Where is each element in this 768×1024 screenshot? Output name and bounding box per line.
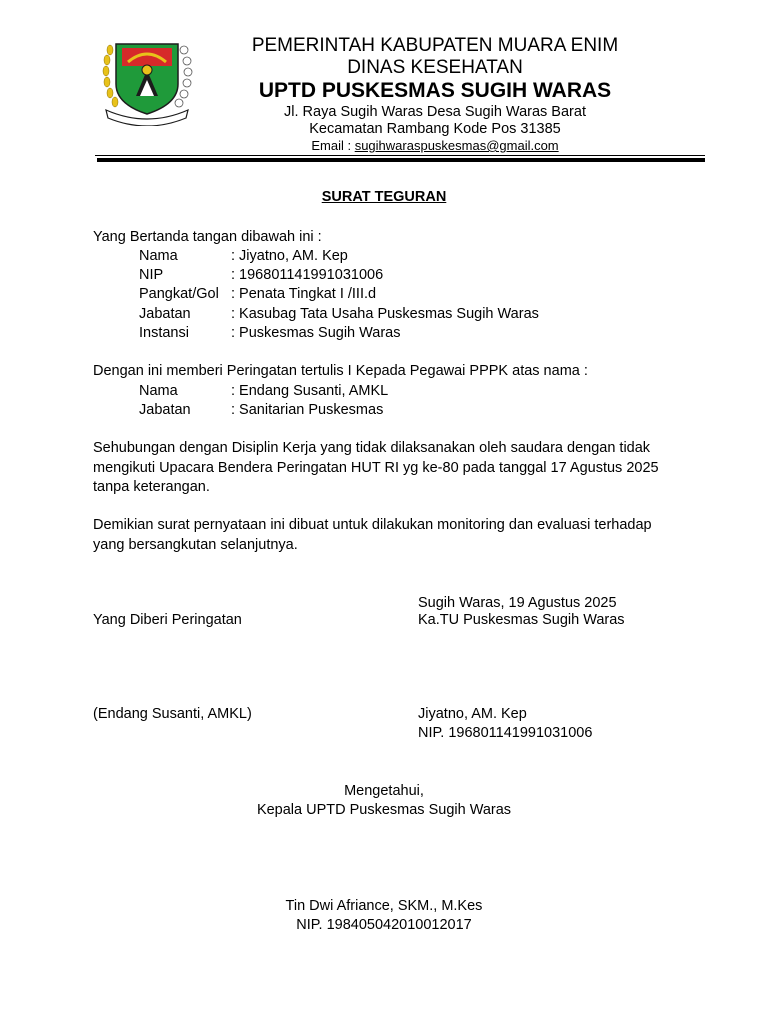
header-institution: UPTD PUSKESMAS SUGIH WARAS <box>258 79 612 102</box>
signer-agency-label: Instansi <box>139 325 189 341</box>
left-signature-role: Yang Diberi Peringatan <box>93 612 242 628</box>
body-paragraph-reason: Sehubungan dengan Disiplin Kerja yang tidak dilaksanakan oleh saudara dengan tidak mengikuti Upacara Bendera Peringatan HUT RI yg ke-80 pada tanggal 17 Agustus 2025 tanpa keterangan. <box>93 440 659 495</box>
acknowledgement-name: Tin Dwi Afriance, SKM., M.Kes <box>285 898 483 914</box>
header-address-district: Kecamatan Rambang Kode Pos 31385 <box>309 121 561 137</box>
header-address-street: Jl. Raya Sugih Waras Desa Sugih Waras Barat <box>284 104 586 120</box>
signer-position-value: : Kasubag Tata Usaha Puskesmas Sugih Waras <box>231 306 539 322</box>
right-signature-nip: NIP. 196801141991031006 <box>418 725 593 741</box>
right-signature-name: Jiyatno, AM. Kep <box>418 706 527 722</box>
signer-name-value: : Jiyatno, AM. Kep <box>231 248 348 264</box>
left-signature-name: (Endang Susanti, AMKL) <box>93 706 252 722</box>
recipient-position-label: Jabatan <box>139 402 191 418</box>
header-department: DINAS KESEHATAN <box>347 57 523 78</box>
header-rule-thick <box>97 158 705 162</box>
signer-position-label: Jabatan <box>139 306 191 322</box>
recipient-name-value: : Endang Susanti, AMKL <box>231 383 389 399</box>
recipient-intro: Dengan ini memberi Peringatan tertulis I Kepada Pegawai PPPK atas nama : <box>93 363 588 379</box>
place-date: Sugih Waras, 19 Agustus 2025 <box>418 595 617 611</box>
header-email <box>200 138 670 154</box>
acknowledgement-nip: NIP. 198405042010012017 <box>296 917 472 933</box>
letter-title: SURAT TEGURAN <box>321 189 447 205</box>
signer-agency-value: : Puskesmas Sugih Waras <box>231 325 401 341</box>
right-signature-role: Ka.TU Puskesmas Sugih Waras <box>418 612 625 628</box>
email-link[interactable]: sugihwaraspuskesmas@gmail.com <box>354 138 559 153</box>
acknowledgement-role: Kepala UPTD Puskesmas Sugih Waras <box>256 802 512 818</box>
header-government: PEMERINTAH KABUPATEN MUARA ENIM <box>251 35 619 56</box>
kabupaten-emblem-logo <box>98 36 196 126</box>
recipient-name-label: Nama <box>139 383 178 399</box>
signer-rank-value: : Penata Tingkat I /III.d <box>231 286 377 302</box>
signer-intro: Yang Bertanda tangan dibawah ini : <box>93 229 322 245</box>
acknowledgement-label: Mengetahui, <box>344 783 424 799</box>
signer-nip-value: : 196801141991031006 <box>231 267 384 283</box>
signer-nip-label: NIP <box>139 267 164 283</box>
signer-name-label: Nama <box>139 248 178 264</box>
recipient-position-value: : Sanitarian Puskesmas <box>231 402 384 418</box>
email-label: Email : <box>311 138 355 153</box>
body-paragraph-closing: Demikian surat pernyataan ini dibuat untuk dilakukan monitoring dan evaluasi terhadap yang bersangkutan selanjutnya. <box>93 517 652 553</box>
signer-rank-label: Pangkat/Gol <box>139 286 219 302</box>
header-rule-thin <box>95 155 705 156</box>
